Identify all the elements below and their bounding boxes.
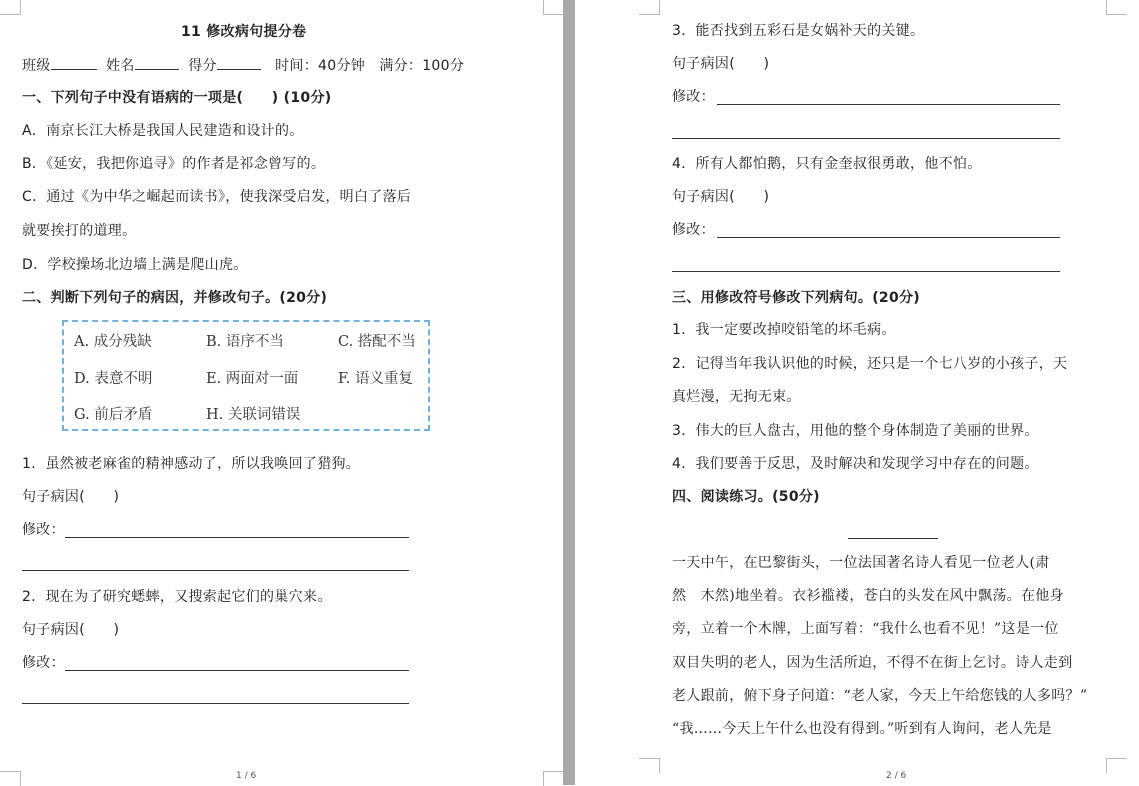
question-1: 1．虽然被老麻雀的精神感动了，所以我唤回了猎狗。 <box>22 456 361 472</box>
option-c-line-1: C．通过《为中华之崛起而读书》，使我深受启发，明白了落后 <box>22 189 412 205</box>
reason-label: 句子病因( ) <box>22 622 120 638</box>
full-score-label: 满分：100分 <box>379 58 465 74</box>
reason-option: F. 语义重复 <box>338 371 414 387</box>
reason-option: G. 前后矛盾 <box>74 407 153 423</box>
class-label: 班级 <box>22 58 51 74</box>
passage-line: 然 木然)地坐着。衣衫褴褛，苍白的头发在风中飘荡。在他身 <box>672 588 1064 604</box>
reason-label: 句子病因( ) <box>672 189 770 205</box>
option-b: B．《延安，我把你追寻》的作者是祁念曾写的。 <box>22 156 326 172</box>
class-blank[interactable] <box>51 55 97 70</box>
reason-label: 句子病因( ) <box>672 56 770 72</box>
fix-label: 修改： <box>22 655 65 671</box>
fix-label: 修改： <box>22 522 65 538</box>
answer-line[interactable] <box>717 104 1060 105</box>
crop-mark <box>543 771 564 786</box>
section-3-item-4: 4．我们要善于反思，及时解决和发现学习中存在的问题。 <box>672 456 1039 472</box>
crop-mark <box>1106 758 1127 773</box>
time-label: 时间：40分钟 <box>275 58 366 74</box>
score-blank[interactable] <box>217 55 261 70</box>
fix-label: 修改： <box>672 222 715 238</box>
option-c-line-2: 就要挨打的道理。 <box>22 223 137 239</box>
name-blank[interactable] <box>135 55 179 70</box>
section-2-heading: 二、判断下列句子的病因，并修改句子。(20分) <box>22 290 328 306</box>
document-page-2 <box>575 0 1139 785</box>
reason-option: A. 成分残缺 <box>74 334 152 350</box>
section-3-item-2-line-1: 2．记得当年我认识他的时候，还只是一个七八岁的小孩子，天 <box>672 356 1068 372</box>
crop-mark <box>0 771 21 786</box>
info-line <box>22 55 464 76</box>
crop-mark <box>1106 0 1127 15</box>
answer-line[interactable] <box>65 670 409 671</box>
reason-options-box <box>62 320 430 431</box>
section-3-item-3: 3．伟大的巨人盘古，用他的整个身体制造了美丽的世界。 <box>672 423 1039 439</box>
passage-line: 旁，立着一个木牌，上面写着：“我什么也看不见！”这是一位 <box>672 621 1059 637</box>
score-label: 得分 <box>188 58 217 74</box>
passage-line: “我……今天上午什么也没有得到。”听到有人询问，老人先是 <box>672 721 1052 737</box>
answer-line[interactable] <box>22 570 409 571</box>
reason-option: B. 语序不当 <box>206 334 284 350</box>
page-number: 1 / 6 <box>236 771 257 781</box>
document-page-1 <box>0 0 563 785</box>
option-a: A．南京长江大桥是我国人民建造和设计的。 <box>22 123 304 139</box>
answer-line[interactable] <box>65 537 409 538</box>
section-4-heading: 四、阅读练习。(50分) <box>672 489 820 505</box>
reason-option: E. 两面对一面 <box>206 371 299 387</box>
section-3-heading: 三、用修改符号修改下列病句。(20分) <box>672 290 920 306</box>
page-gutter <box>563 0 575 785</box>
page-title: 11 修改病句提分卷 <box>181 24 307 40</box>
question-2: 2．现在为了研究蟋蟀，又搜索起它们的巢穴来。 <box>22 589 332 605</box>
section-3-item-1: 1．我一定要改掉咬铅笔的坏毛病。 <box>672 322 896 338</box>
crop-mark <box>0 0 21 15</box>
name-label: 姓名 <box>106 58 135 74</box>
reason-option: D. 表意不明 <box>74 371 153 387</box>
option-d: D．学校操场北边墙上满是爬山虎。 <box>22 257 248 273</box>
reason-option: H. 关联词错误 <box>206 407 301 423</box>
crop-mark <box>543 0 564 15</box>
crop-mark <box>639 0 660 15</box>
fix-label: 修改： <box>672 89 715 105</box>
passage-title-blank[interactable] <box>848 538 938 539</box>
passage-line: 一天中午，在巴黎街头，一位法国著名诗人看见一位老人(肃 <box>672 555 1050 571</box>
page-number: 2 / 6 <box>886 771 907 781</box>
answer-line[interactable] <box>717 237 1060 238</box>
crop-mark <box>639 758 660 773</box>
answer-line[interactable] <box>22 703 409 704</box>
passage-line: 双目失明的老人，因为生活所迫，不得不在街上乞讨。诗人走到 <box>672 655 1073 671</box>
section-3-item-2-line-2: 真烂漫，无拘无束。 <box>672 389 801 405</box>
answer-line[interactable] <box>672 138 1060 139</box>
question-3: 3．能否找到五彩石是女娲补天的关键。 <box>672 23 925 39</box>
reason-label: 句子病因( ) <box>22 489 120 505</box>
reason-option: C. 搭配不当 <box>338 334 416 350</box>
section-1-heading: 一、下列句子中没有语病的一项是( ) (10分) <box>22 90 332 106</box>
answer-line[interactable] <box>672 271 1060 272</box>
question-4: 4．所有人都怕鹅，只有金奎叔很勇敢，他不怕。 <box>672 156 982 172</box>
passage-line: 老人跟前，俯下身子问道：“老人家，今天上午给您钱的人多吗？” <box>672 688 1088 704</box>
